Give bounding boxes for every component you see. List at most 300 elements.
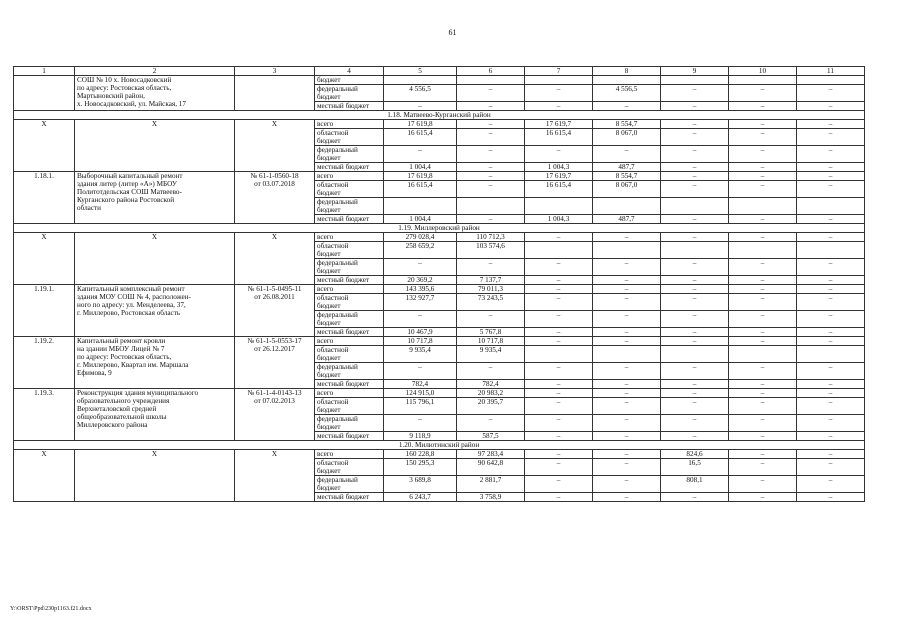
document-cell bbox=[235, 76, 315, 111]
amount-cell: – bbox=[797, 380, 865, 389]
amount-cell: 16 615,4 bbox=[525, 181, 593, 198]
cell-line: от 03.07.2018 bbox=[254, 180, 295, 188]
item-number-cell: 1.18.1. bbox=[14, 172, 75, 224]
cell-line: федеральный bbox=[317, 259, 358, 267]
section-row bbox=[14, 224, 865, 233]
table-row bbox=[14, 120, 865, 129]
amount-cell: – bbox=[525, 233, 593, 242]
amount-cell: – bbox=[525, 398, 593, 415]
amount-cell: – bbox=[384, 311, 457, 328]
amount-cell: – bbox=[797, 102, 865, 111]
amount-cell: 8 067,0 bbox=[593, 181, 661, 198]
funding-source-cell bbox=[315, 129, 384, 146]
amount-cell: – bbox=[593, 493, 661, 502]
column-number-9: 9 bbox=[661, 67, 729, 76]
cell-line: областной bbox=[317, 242, 349, 250]
amount-cell: – bbox=[661, 120, 729, 129]
amount-cell: – bbox=[457, 85, 525, 102]
amount-cell: – bbox=[729, 389, 797, 398]
amount-cell: – bbox=[661, 163, 729, 172]
amount-cell bbox=[797, 76, 865, 85]
amount-cell: – bbox=[661, 102, 729, 111]
funding-source-cell bbox=[315, 120, 384, 129]
amount-cell: 10 717,8 bbox=[384, 337, 457, 346]
amount-cell: – bbox=[797, 215, 865, 224]
amount-cell: 782,4 bbox=[457, 380, 525, 389]
amount-cell: 16,5 bbox=[661, 459, 729, 476]
amount-cell: – bbox=[525, 102, 593, 111]
amount-cell: – bbox=[729, 215, 797, 224]
funding-source-cell bbox=[315, 311, 384, 328]
amount-cell: – bbox=[729, 493, 797, 502]
amount-cell: 73 243,5 bbox=[457, 294, 525, 311]
amount-cell: – bbox=[729, 337, 797, 346]
document-cell bbox=[235, 285, 315, 337]
amount-cell: – bbox=[661, 259, 729, 276]
amount-cell: 103 574,6 bbox=[457, 242, 525, 259]
document-cell bbox=[235, 450, 315, 502]
amount-cell: – bbox=[797, 85, 865, 102]
table-row bbox=[14, 76, 865, 85]
amount-cell: – bbox=[729, 163, 797, 172]
cell-line: местный бюджет bbox=[317, 380, 370, 388]
amount-cell: – bbox=[525, 389, 593, 398]
amount-cell bbox=[384, 76, 457, 85]
amount-cell: 8 554,7 bbox=[593, 120, 661, 129]
table-row bbox=[14, 285, 865, 294]
amount-cell: – bbox=[525, 146, 593, 163]
cell-line: Курганского района Ростовской bbox=[77, 196, 175, 204]
amount-cell: – bbox=[729, 380, 797, 389]
cell-line: области bbox=[77, 204, 102, 212]
column-number-7: 7 bbox=[525, 67, 593, 76]
amount-cell: 10 717,8 bbox=[457, 337, 525, 346]
funding-source-cell bbox=[315, 146, 384, 163]
amount-cell: – bbox=[593, 294, 661, 311]
cell-line: по адресу: Ростовская область, bbox=[77, 353, 172, 361]
column-number-2: 2 bbox=[75, 67, 235, 76]
amount-cell: 132 927,7 bbox=[384, 294, 457, 311]
amount-cell: – bbox=[729, 459, 797, 476]
amount-cell: – bbox=[797, 311, 865, 328]
amount-cell: 79 011,3 bbox=[457, 285, 525, 294]
amount-cell: – bbox=[457, 129, 525, 146]
amount-cell: – bbox=[729, 102, 797, 111]
cell-line: всего bbox=[317, 172, 334, 180]
cell-line: здания МОУ СОШ № 4, расположен- bbox=[77, 293, 191, 301]
item-number-cell: 1.19.2. bbox=[14, 337, 75, 389]
amount-cell: – bbox=[593, 233, 661, 242]
amount-cell: 17 619,8 bbox=[384, 172, 457, 181]
cell-line: всего bbox=[317, 285, 334, 293]
amount-cell: – bbox=[797, 493, 865, 502]
cell-line: бюджет bbox=[317, 302, 341, 310]
cell-line: бюджет bbox=[317, 354, 341, 362]
funding-source-cell bbox=[315, 276, 384, 285]
cell-line: бюджет bbox=[317, 484, 341, 492]
amount-cell: – bbox=[797, 285, 865, 294]
funding-source-cell bbox=[315, 450, 384, 459]
cell-line: федеральный bbox=[317, 85, 358, 93]
amount-cell: – bbox=[525, 450, 593, 459]
funding-source-cell bbox=[315, 328, 384, 337]
amount-cell: – bbox=[797, 337, 865, 346]
amount-cell: – bbox=[457, 363, 525, 380]
cell-line: № 61-1-4-0143-13 bbox=[247, 389, 302, 397]
cell-line: Политотдельская СОШ Матвеево- bbox=[77, 188, 182, 196]
amount-cell: 1 004,3 bbox=[525, 163, 593, 172]
cell-line: областной bbox=[317, 459, 349, 467]
amount-cell: 9 935,4 bbox=[457, 346, 525, 363]
amount-cell: – bbox=[797, 450, 865, 459]
funding-source-cell bbox=[315, 102, 384, 111]
amount-cell: 487,7 bbox=[593, 215, 661, 224]
amount-cell bbox=[797, 242, 865, 259]
cell-line: по адресу: Ростовская область, bbox=[77, 84, 172, 92]
amount-cell: 97 283,4 bbox=[457, 450, 525, 459]
cell-line: Мартыновский район, bbox=[77, 92, 145, 100]
item-number-cell: 1.19.1. bbox=[14, 285, 75, 337]
amount-cell: – bbox=[525, 493, 593, 502]
amount-cell: – bbox=[457, 120, 525, 129]
amount-cell bbox=[729, 76, 797, 85]
column-number-6: 6 bbox=[457, 67, 525, 76]
cell-line: ного по адресу: ул. Менделеева, 37, bbox=[77, 301, 186, 309]
amount-cell bbox=[729, 198, 797, 215]
amount-cell: – bbox=[525, 328, 593, 337]
amount-cell: 7 137,7 bbox=[457, 276, 525, 285]
amount-cell: – bbox=[593, 311, 661, 328]
amount-cell: – bbox=[661, 172, 729, 181]
cell-line: от 26.12.2017 bbox=[254, 345, 295, 353]
amount-cell bbox=[593, 346, 661, 363]
funding-source-cell bbox=[315, 215, 384, 224]
funding-source-cell bbox=[315, 181, 384, 198]
amount-cell: – bbox=[797, 120, 865, 129]
column-number-8: 8 bbox=[593, 67, 661, 76]
cell-line: г. Миллерово, Ростовская область bbox=[77, 309, 181, 317]
cell-line: образовательного учреждения bbox=[77, 397, 170, 405]
amount-cell bbox=[729, 346, 797, 363]
cell-line: всего bbox=[317, 337, 334, 345]
cell-line: местный бюджет bbox=[317, 163, 370, 171]
amount-cell: – bbox=[593, 389, 661, 398]
column-number-4: 4 bbox=[315, 67, 384, 76]
page-number: 61 bbox=[448, 28, 457, 37]
amount-cell: – bbox=[661, 380, 729, 389]
amount-cell: – bbox=[384, 259, 457, 276]
document-cell bbox=[235, 389, 315, 441]
column-number-5: 5 bbox=[384, 67, 457, 76]
amount-cell: – bbox=[661, 389, 729, 398]
amount-cell: 6 243,7 bbox=[384, 493, 457, 502]
cell-line: № 61-1-5-0553-17 bbox=[247, 337, 302, 345]
amount-cell: 4 556,5 bbox=[593, 85, 661, 102]
amount-cell: – bbox=[797, 432, 865, 441]
amount-cell: 8 067,0 bbox=[593, 129, 661, 146]
amount-cell: – bbox=[729, 85, 797, 102]
amount-cell: – bbox=[729, 129, 797, 146]
cell-line: бюджет bbox=[317, 423, 341, 431]
amount-cell: – bbox=[729, 476, 797, 493]
funding-source-cell bbox=[315, 242, 384, 259]
amount-cell: – bbox=[593, 285, 661, 294]
cell-line: бюджет bbox=[317, 467, 341, 475]
section-title: 1.19. Миллеровский район bbox=[14, 224, 865, 233]
amount-cell: 17 619,7 bbox=[525, 172, 593, 181]
amount-cell: – bbox=[525, 363, 593, 380]
section-row bbox=[14, 111, 865, 120]
amount-cell bbox=[797, 346, 865, 363]
cell-line: г. Миллерово, Квартал им. Маршала bbox=[77, 361, 189, 369]
amount-cell: – bbox=[457, 215, 525, 224]
amount-cell bbox=[661, 76, 729, 85]
cell-line: Капитальный ремонт кровли bbox=[77, 337, 166, 345]
amount-cell: – bbox=[661, 493, 729, 502]
cell-line: Х bbox=[151, 233, 158, 241]
amount-cell: – bbox=[593, 102, 661, 111]
cell-line: общеобразовательной школы bbox=[77, 413, 167, 421]
funding-source-cell bbox=[315, 493, 384, 502]
cell-line: областной bbox=[317, 181, 349, 189]
amount-cell: 110 712,3 bbox=[457, 233, 525, 242]
amount-cell bbox=[661, 242, 729, 259]
amount-cell bbox=[729, 242, 797, 259]
amount-cell: – bbox=[457, 102, 525, 111]
amount-cell bbox=[593, 76, 661, 85]
amount-cell: 9 118,9 bbox=[384, 432, 457, 441]
amount-cell: 115 796,1 bbox=[384, 398, 457, 415]
amount-cell bbox=[525, 346, 593, 363]
document-cell bbox=[235, 337, 315, 389]
cell-line: Реконструкция здания муниципального bbox=[77, 389, 199, 397]
funding-source-cell bbox=[315, 85, 384, 102]
cell-line: Миллеровского района bbox=[77, 421, 148, 429]
amount-cell: – bbox=[593, 363, 661, 380]
amount-cell: – bbox=[729, 450, 797, 459]
funding-source-cell bbox=[315, 76, 384, 85]
amount-cell: – bbox=[729, 415, 797, 432]
amount-cell: 9 935,4 bbox=[384, 346, 457, 363]
cell-line: бюджет bbox=[317, 406, 341, 414]
document-cell bbox=[235, 233, 315, 285]
funding-source-cell bbox=[315, 389, 384, 398]
cell-line: федеральный bbox=[317, 146, 358, 154]
amount-cell: – bbox=[525, 276, 593, 285]
amount-cell: – bbox=[661, 181, 729, 198]
amount-cell: 20 395,7 bbox=[457, 398, 525, 415]
item-number-cell bbox=[14, 76, 75, 111]
amount-cell: – bbox=[797, 389, 865, 398]
amount-cell: – bbox=[384, 146, 457, 163]
amount-cell: – bbox=[457, 163, 525, 172]
cell-line: федеральный bbox=[317, 198, 358, 206]
amount-cell: – bbox=[525, 459, 593, 476]
amount-cell: – bbox=[457, 415, 525, 432]
cell-line: СОШ № 10 х. Новосадковский bbox=[77, 76, 172, 84]
cell-line: областной bbox=[317, 398, 349, 406]
section-row bbox=[14, 441, 865, 450]
amount-cell: – bbox=[593, 459, 661, 476]
funding-source-cell bbox=[315, 198, 384, 215]
amount-cell: – bbox=[729, 294, 797, 311]
object-name-cell bbox=[75, 172, 235, 224]
amount-cell: 3 689,8 bbox=[384, 476, 457, 493]
column-number-header bbox=[14, 67, 865, 76]
cell-line: местный бюджет bbox=[317, 493, 370, 501]
cell-line: Х bbox=[151, 450, 158, 458]
item-number-cell: 1.19.3. bbox=[14, 389, 75, 441]
cell-line: Капитальный комплексный ремонт bbox=[77, 285, 185, 293]
cell-line: х. Новосадковский, ул. Майская, 17 bbox=[77, 100, 186, 108]
amount-cell: – bbox=[797, 415, 865, 432]
amount-cell: – bbox=[797, 328, 865, 337]
amount-cell: 4 556,5 bbox=[384, 85, 457, 102]
funding-source-cell bbox=[315, 459, 384, 476]
funding-source-cell bbox=[315, 432, 384, 441]
cell-line: всего bbox=[317, 450, 334, 458]
amount-cell: – bbox=[797, 259, 865, 276]
cell-line: местный бюджет bbox=[317, 432, 370, 440]
cell-line: бюджет bbox=[317, 267, 341, 275]
amount-cell: – bbox=[797, 146, 865, 163]
amount-cell: – bbox=[797, 233, 865, 242]
amount-cell: 1 004,4 bbox=[384, 215, 457, 224]
amount-cell bbox=[661, 346, 729, 363]
amount-cell: – bbox=[593, 337, 661, 346]
amount-cell: – bbox=[593, 415, 661, 432]
amount-cell: – bbox=[661, 215, 729, 224]
amount-cell: – bbox=[797, 459, 865, 476]
amount-cell: – bbox=[525, 476, 593, 493]
amount-cell bbox=[457, 76, 525, 85]
amount-cell: 20 983,2 bbox=[457, 389, 525, 398]
amount-cell: – bbox=[593, 380, 661, 389]
amount-cell bbox=[797, 198, 865, 215]
object-name-cell bbox=[75, 450, 235, 502]
cell-line: бюджет bbox=[317, 137, 341, 145]
amount-cell: – bbox=[797, 129, 865, 146]
cell-line: бюджет bbox=[317, 93, 341, 101]
amount-cell: – bbox=[593, 328, 661, 337]
amount-cell: – bbox=[525, 311, 593, 328]
amount-cell: – bbox=[661, 311, 729, 328]
amount-cell: – bbox=[729, 233, 797, 242]
amount-cell: – bbox=[457, 181, 525, 198]
amount-cell: – bbox=[797, 163, 865, 172]
cell-line: федеральный bbox=[317, 476, 358, 484]
amount-cell: – bbox=[593, 398, 661, 415]
cell-line: Х bbox=[271, 233, 278, 241]
amount-cell: – bbox=[729, 285, 797, 294]
table-row bbox=[14, 450, 865, 459]
amount-cell: – bbox=[797, 363, 865, 380]
amount-cell: 587,5 bbox=[457, 432, 525, 441]
amount-cell: – bbox=[729, 181, 797, 198]
amount-cell bbox=[525, 76, 593, 85]
column-number-3: 3 bbox=[235, 67, 315, 76]
funding-source-cell bbox=[315, 398, 384, 415]
cell-line: на здании МБОУ Лицей № 7 bbox=[77, 345, 165, 353]
cell-line: местный бюджет bbox=[317, 276, 370, 284]
amount-cell: 124 915,0 bbox=[384, 389, 457, 398]
amount-cell: 160 228,8 bbox=[384, 450, 457, 459]
cell-line: бюджет bbox=[317, 319, 341, 327]
amount-cell: 16 615,4 bbox=[384, 181, 457, 198]
funding-source-cell bbox=[315, 363, 384, 380]
amount-cell: 5 767,8 bbox=[457, 328, 525, 337]
amount-cell bbox=[384, 198, 457, 215]
funding-source-cell bbox=[315, 476, 384, 493]
object-name-cell bbox=[75, 76, 235, 111]
table-row bbox=[14, 389, 865, 398]
object-name-cell bbox=[75, 120, 235, 172]
amount-cell: – bbox=[525, 294, 593, 311]
amount-cell: – bbox=[593, 259, 661, 276]
amount-cell: – bbox=[384, 363, 457, 380]
amount-cell: 3 758,9 bbox=[457, 493, 525, 502]
cell-line: областной bbox=[317, 294, 349, 302]
cell-line: областной bbox=[317, 346, 349, 354]
table-row bbox=[14, 172, 865, 181]
cell-line: местный бюджет bbox=[317, 328, 370, 336]
funding-source-cell bbox=[315, 415, 384, 432]
amount-cell: 16 615,4 bbox=[384, 129, 457, 146]
column-number-10: 10 bbox=[729, 67, 797, 76]
funding-source-cell bbox=[315, 233, 384, 242]
footer-file-path: Y:\ORST\Ppd\230p1163.f21.docx bbox=[10, 606, 92, 612]
cell-line: № 61-1-0560-18 bbox=[250, 172, 299, 180]
amount-cell: – bbox=[797, 276, 865, 285]
amount-cell: – bbox=[729, 328, 797, 337]
cell-line: федеральный bbox=[317, 311, 358, 319]
cell-line: всего bbox=[317, 120, 334, 128]
amount-cell bbox=[593, 242, 661, 259]
amount-cell: – bbox=[457, 172, 525, 181]
amount-cell: – bbox=[729, 432, 797, 441]
amount-cell: – bbox=[593, 476, 661, 493]
cell-line: федеральный bbox=[317, 415, 358, 423]
cell-line: Х bbox=[271, 120, 278, 128]
amount-cell: – bbox=[729, 398, 797, 415]
amount-cell: – bbox=[729, 276, 797, 285]
cell-line: областной bbox=[317, 129, 349, 137]
cell-line: бюджет bbox=[317, 206, 341, 214]
amount-cell: – bbox=[661, 276, 729, 285]
amount-cell: – bbox=[729, 259, 797, 276]
cell-line: бюджет bbox=[317, 189, 341, 197]
funding-source-cell bbox=[315, 380, 384, 389]
table-row bbox=[14, 337, 865, 346]
cell-line: Выборочный капитальный ремонт bbox=[77, 172, 183, 180]
amount-cell: 8 554,7 bbox=[593, 172, 661, 181]
object-name-cell bbox=[75, 337, 235, 389]
amount-cell: – bbox=[661, 146, 729, 163]
amount-cell: – bbox=[384, 102, 457, 111]
amount-cell bbox=[525, 198, 593, 215]
funding-source-cell bbox=[315, 285, 384, 294]
amount-cell: – bbox=[593, 276, 661, 285]
amount-cell: – bbox=[661, 398, 729, 415]
amount-cell: 20 369,2 bbox=[384, 276, 457, 285]
object-name-cell bbox=[75, 285, 235, 337]
amount-cell: 258 659,2 bbox=[384, 242, 457, 259]
amount-cell: – bbox=[729, 311, 797, 328]
cell-line: бюджет bbox=[317, 371, 341, 379]
object-name-cell bbox=[75, 233, 235, 285]
cell-line: местный бюджет bbox=[317, 102, 370, 110]
cell-line: Х bbox=[271, 450, 278, 458]
